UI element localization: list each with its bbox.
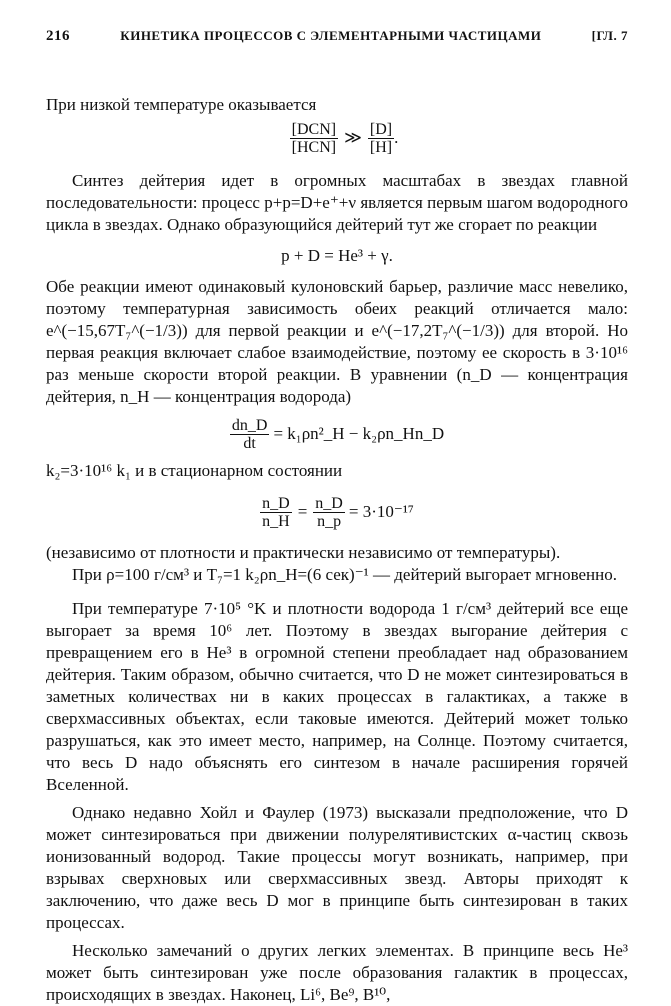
f4-value: = 3·10⁻¹⁷ (348, 502, 414, 521)
page-number: 216 (46, 28, 70, 44)
formula-rate-equation (46, 408, 628, 460)
f4-b-den: n_p (317, 512, 342, 530)
paragraph-4: k₂=3·10¹⁶ k₁ и в стационарном состоянии (46, 461, 343, 480)
paragraph-5: (независимо от плотности и практически независимо от температуры). (46, 543, 561, 562)
f1-end: . (394, 128, 399, 147)
paragraph-8: Однако недавно Хойл и Фаулер (1973) высказали предположение, что D может синтезироваться при движении полурелятивистских α-частиц сквозь ионизованный водород. Такие процессы могут возникать, например, при взрывах сверхновых или сверхмассивных звезд. Авторы приходят к заключению, что даже весь D мог в принципе быть синтезирован в таких процессах. (46, 803, 628, 932)
f1-num-right: [D] (369, 120, 393, 138)
f1-num-left: [DCN] (291, 120, 337, 138)
f3-lhs-num: dn_D (231, 416, 268, 434)
formula-dcn-ratio (60, 112, 628, 164)
paragraph-3: Обе реакции имеют одинаковый кулоновский барьер, различие масс невелико, поэтому температурная зависимость обеих реакций отличается мало: e^(−15,67T₇^(−1/3)) для первой реакции и e^(−17,2T₇^(−1/3)) для второй. Но первая реакция включает слабое взаимодействие, поэтому ее скорость в 3·10¹⁶ раз меньше скорости второй реакции. В уравнении (n_D — концентрация дейтерия, n_H — концентрация водорода) (46, 277, 628, 406)
paragraph-6: При ρ=100 г/см³ и T₇=1 k₂ρn_H=(6 сек)⁻¹ — дейтерий выгорает мгновенно. (72, 565, 617, 584)
f4-a-num: n_D (262, 494, 290, 512)
formula-reaction: p + D = He³ + γ. (281, 246, 393, 265)
formula-stationary-ratio: $\frac{n\_D}{n\_H}$ = $\frac{n\_D}{n\_p}$ = 3·10⁻¹⁷ (262, 494, 414, 530)
running-header (46, 28, 628, 50)
book-page (46, 28, 628, 1006)
running-title: КИНЕТИКА ПРОЦЕССОВ С ЭЛЕМЕНТАРНЫМИ ЧАСТИЦАМИ (120, 28, 542, 43)
paragraph-1: При низкой температуре оказывается (46, 95, 317, 114)
f1-den-left: [HCN] (291, 138, 337, 156)
paragraph-2: Синтез дейтерия идет в огромных масштабах в звездах главной последовательности: процесс p+p=D+e⁺+ν является первым шагом водородного цикла в звездах. Однако образующийся дейтерий тут же сгорает по реакции (46, 171, 628, 234)
f1-relation: ≫ (344, 128, 362, 147)
f3-rhs: = k₁ρn²_H − k₂ρn_Hn_D (273, 424, 445, 443)
paragraph-7: При температуре 7·10⁵ °K и плотности водорода 1 г/см³ дейтерий все еще выгорает за время 10⁶ лет. Поэтому в звездах выгорание дейтерия с превращением его в He³ в огромной степени преобладает над образованием дейтерия. Таким образом, обычно считается, что D не может синтезироваться в заметных количествах ни в каких процессах в галактиках, а также в сверхмассивных объектах, если таковые имеются. Дейтерий может только разрушаться, как это имеет место, например, на Солнце. Поэтому считается, что весь D надо объяснять его синтезом в начале расширения горячей Вселенной. (46, 599, 628, 794)
paragraph-9: Несколько замечаний о других легких элементах. В принципе весь He³ может быть синтезирован уже после образования галактик в процессах, происходящих в звездах. Наконец, Li⁶, Be⁹, B¹⁰, (46, 941, 628, 1004)
chapter-label: [ГЛ. 7 (591, 28, 628, 43)
f4-a-den: n_H (262, 512, 290, 530)
f3-lhs-den: dt (243, 434, 256, 452)
f1-den-right: [H] (369, 138, 393, 156)
f4-b-num: n_D (315, 494, 343, 512)
